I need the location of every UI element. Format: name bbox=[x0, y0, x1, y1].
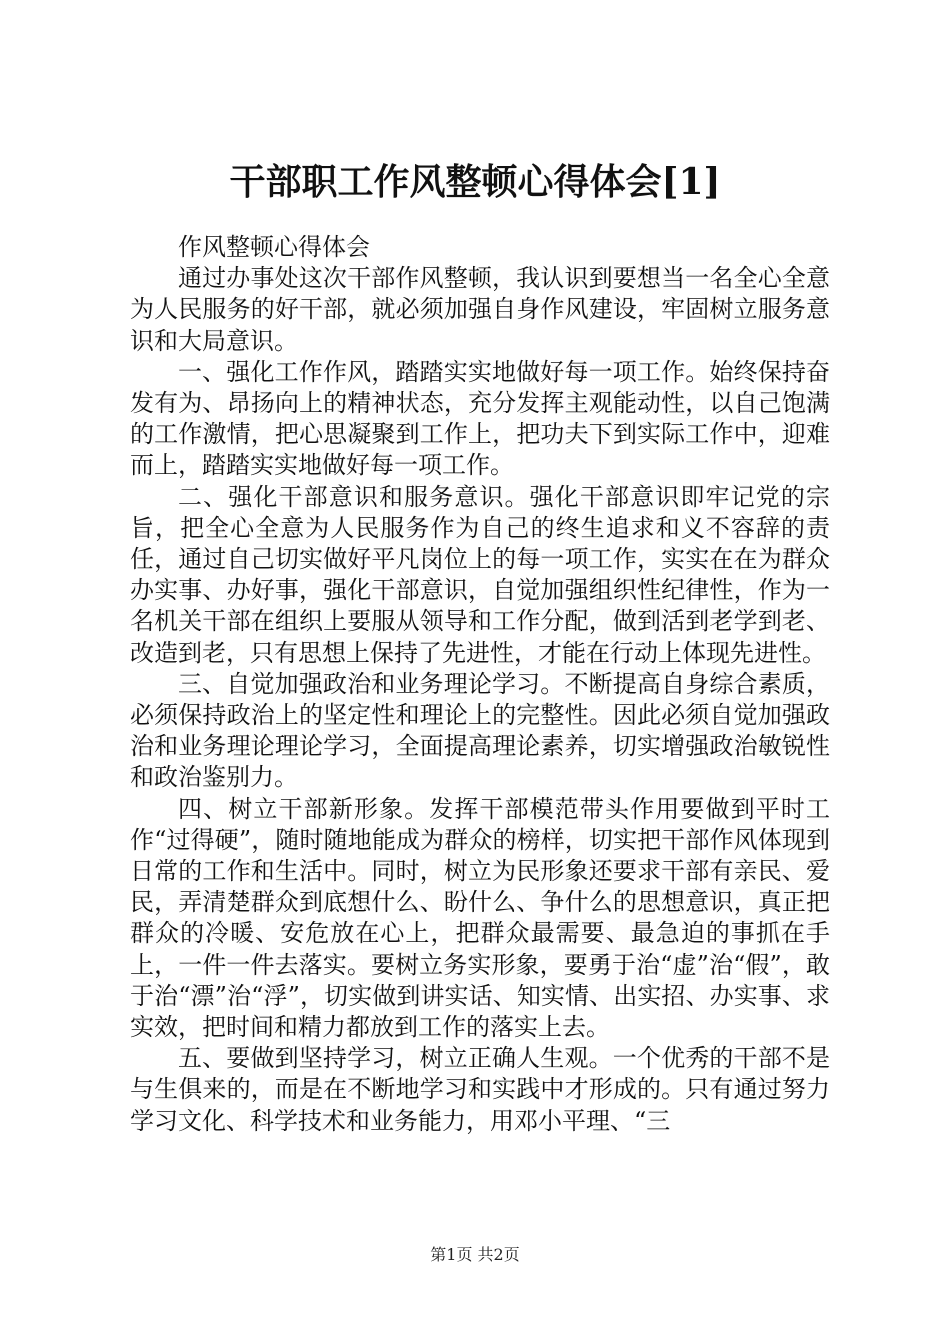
paragraph-point-3: 三、自觉加强政治和业务理论学习。不断提高自身综合素质，必须保持政治上的坚定性和理论上的完整性。因此必须自觉加强政治和业务理论理论学习，全面提高理论素养，切实增强政治敏锐性和政治鉴别力。 bbox=[130, 669, 830, 792]
document-body bbox=[130, 232, 830, 1137]
paragraph-subtitle: 作风整顿心得体会 bbox=[178, 233, 370, 261]
paragraph-intro: 通过办事处这次干部作风整顿，我认识到要想当一名全心全意为人民服务的好干部，就必须加强自身作风建设，牢固树立服务意识和大局意识。 bbox=[130, 264, 830, 355]
paragraph-point-4: 四、树立干部新形象。发挥干部模范带头作用要做到平时工作“过得硬”，随时随地能成为群众的榜样，切实把干部作风体现到日常的工作和生活中。同时，树立为民形象还要求干部有亲民、爱民，弄清楚群众到底想什么、盼什么、争什么的思想意识，真正把群众的冷暖、安危放在心上，把群众最需要、最急迫的事抓在手上，一件一件去落实。要树立务实形象，要勇于治“虚”治“假”，敢于治“漂”治“浮”，切实做到讲实话、知实情、出实招、办实事、求实效，把时间和精力都放到工作的落实上去。 bbox=[130, 794, 830, 1042]
paragraph-point-1: 一、强化工作作风，踏踏实实地做好每一项工作。始终保持奋发有为、昂扬向上的精神状态，充分发挥主观能动性，以自己饱满的工作激情，把心思凝聚到工作上，把功夫下到实际工作中，迎难而上，踏踏实实地做好每一项工作。 bbox=[130, 357, 830, 480]
paragraph-point-5: 五、要做到坚持学习，树立正确人生观。一个优秀的干部不是与生俱来的，而是在不断地学习和实践中才形成的。只有通过努力学习文化、科学技术和业务能力，用邓小平理、“三 bbox=[130, 1044, 830, 1135]
document-title: 干部职工作风整顿心得体会[1] bbox=[229, 161, 721, 203]
paragraph-point-2: 二、强化干部意识和服务意识。强化干部意识即牢记党的宗旨，把全心全意为人民服务作为自己的终生追求和义不容辞的责任，通过自己切实做好平凡岗位上的每一项工作，实实在在为群众办实事、办好事，强化干部意识，自觉加强组织性纪律性，作为一名机关干部在组织上要服从领导和工作分配，做到活到老学到老、改造到老，只有思想上保持了先进性，才能在行动上体现先进性。 bbox=[130, 482, 830, 667]
page-number-footer: 第1页 共2页 bbox=[430, 1245, 520, 1264]
